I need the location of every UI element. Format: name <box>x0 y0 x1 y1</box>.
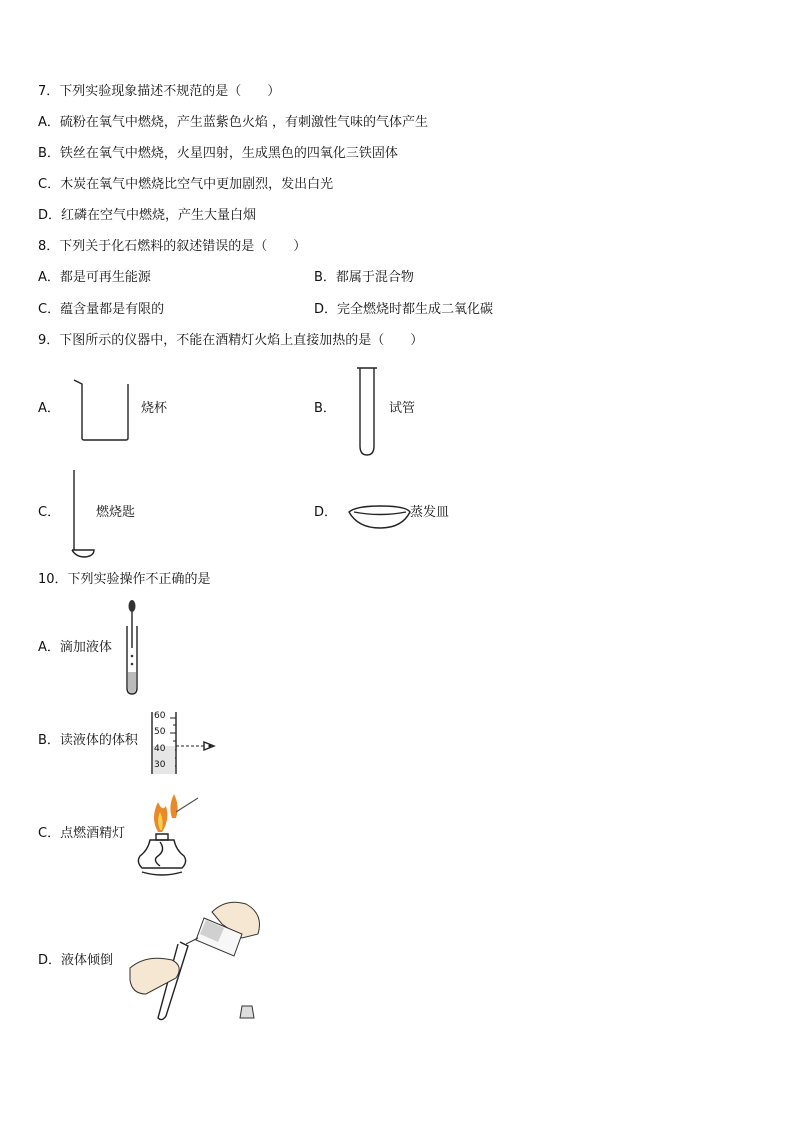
q10-option-a: A．滴加液体 <box>38 640 112 655</box>
q7-option-d: D．红磷在空气中燃烧，产生大量白烟 <box>38 208 257 223</box>
q8-stem: 8．下列关于化石燃料的叙述错误的是（ ） <box>38 239 307 254</box>
q10-option-d: D．液体倾倒 <box>38 953 114 968</box>
q7-option-c: C．木炭在氧气中燃烧比空气中更加剧烈，发出白光 <box>38 177 334 192</box>
q7-option-b: B．铁丝在氧气中燃烧，火星四射，生成黑色的四氧化三铁固体 <box>38 146 398 161</box>
beaker-icon <box>72 376 132 444</box>
alcohol-lamp-lighting-icon <box>136 790 206 878</box>
tick-60: 60 <box>154 711 166 721</box>
tick-40: 40 <box>154 744 166 754</box>
q9-option-d-letter: D． <box>314 505 338 520</box>
q8-option-b: B．都属于混合物 <box>314 270 414 285</box>
q9-option-c-letter: C． <box>38 505 61 520</box>
q9-option-d-label: 蒸发皿 <box>410 505 450 520</box>
q10-stem: 10．下列实验操作不正确的是 <box>38 572 211 587</box>
q8-option-c: C．蕴含量都是有限的 <box>38 302 165 317</box>
q9-option-b-label: 试管 <box>389 401 416 416</box>
liquid-pouring-icon <box>126 894 266 1024</box>
dropper-test-tube-icon <box>120 598 144 698</box>
q10-option-b: B．读液体的体积 <box>38 733 138 748</box>
q9-option-c-label: 燃烧匙 <box>96 505 136 520</box>
q10-option-c: C．点燃酒精灯 <box>38 826 126 841</box>
test-tube-icon <box>355 366 379 458</box>
tick-50: 50 <box>154 727 166 737</box>
q7-stem: 7．下列实验现象描述不规范的是（ ） <box>38 84 281 99</box>
q9-option-b-letter: B． <box>314 401 336 416</box>
q7-option-a: A．硫粉在氧气中燃烧，产生蓝紫色火焰 ，有刺激性气味的气体产生 <box>38 115 429 130</box>
evaporating-dish-icon <box>346 502 414 532</box>
tick-30: 30 <box>154 760 166 770</box>
q9-option-a-letter: A． <box>38 401 60 416</box>
q9-stem: 9．下图所示的仪器中，不能在酒精灯火焰上直接加热的是（ ） <box>38 333 424 348</box>
q8-option-a: A．都是可再生能源 <box>38 270 151 285</box>
q9-option-a-label: 烧杯 <box>141 401 168 416</box>
q8-option-d: D．完全燃烧时都生成二氧化碳 <box>314 302 494 317</box>
